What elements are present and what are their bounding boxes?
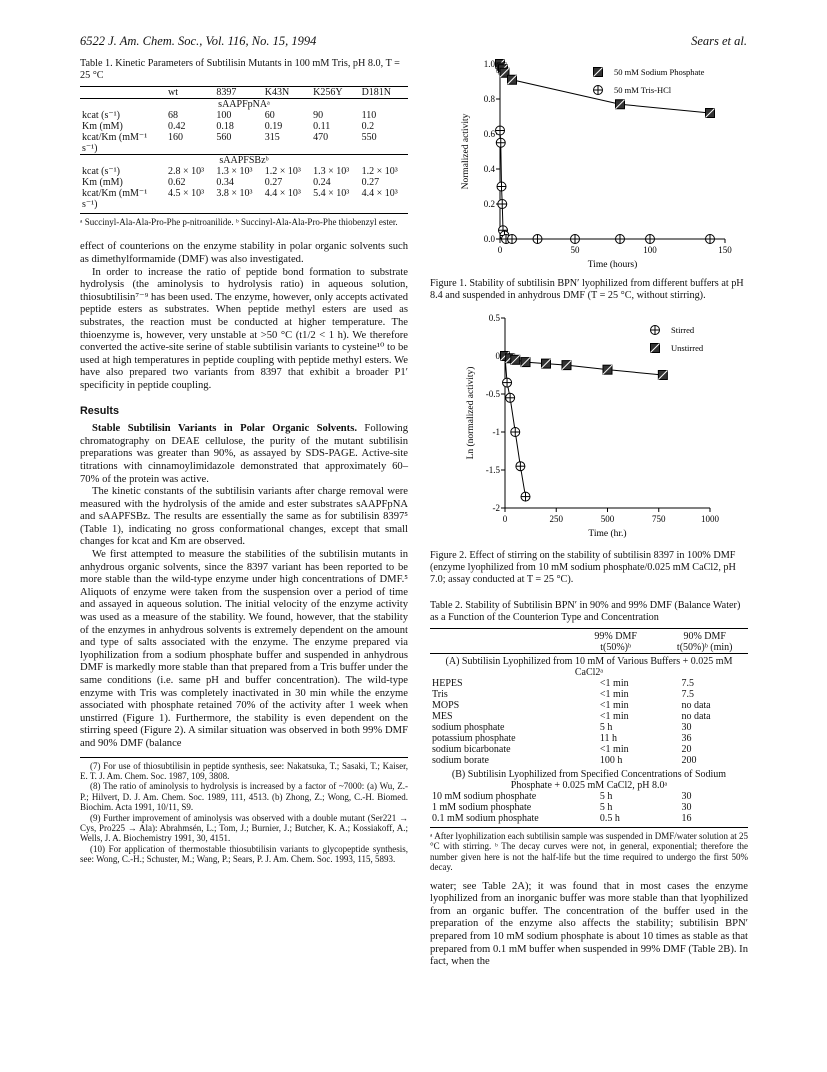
data-point [646, 235, 655, 244]
table-cell: 0.24 [313, 177, 331, 188]
table-row [430, 678, 748, 689]
table-cell: 4.4 × 10³ [264, 188, 301, 199]
table-cell: 550 [361, 132, 377, 143]
legend-marker [651, 344, 660, 353]
table-row [430, 711, 748, 722]
x-tick-label: 100 [643, 245, 657, 255]
table-cell: potassium phosphate [432, 733, 516, 744]
y-tick-label: 0.5 [488, 313, 500, 323]
data-point [508, 75, 517, 84]
x-tick-label: 0 [497, 245, 503, 255]
row-label [80, 87, 166, 99]
table-cell: 0.18 [216, 121, 234, 132]
table-cell: <1 min [599, 678, 629, 689]
row-label: kcat/Km (mM⁻¹ s⁻¹) [82, 132, 148, 154]
table-row [430, 791, 748, 802]
table-cell: 5 h [599, 802, 613, 813]
table-row [80, 110, 408, 121]
table-cell: 7.5 [681, 689, 694, 700]
y-tick-label: -2 [492, 503, 500, 513]
table-row [430, 802, 748, 813]
table-cell: no data [681, 711, 711, 722]
row-label: kcat (s⁻¹) [82, 166, 120, 177]
row-label: Km (mM) [82, 121, 123, 132]
x-tick-label: 0 [502, 514, 508, 524]
table-cell: <1 min [599, 744, 629, 755]
legend-label: 50 mM Sodium Phosphate [614, 67, 705, 77]
table-row [430, 722, 748, 733]
figure1-caption: Figure 1. Stability of subtilisin BPN′ lyophilized from different buffers at pH 8.4 and suspended in anhydrous DMF (T = 25 °C, without stirring). [430, 278, 744, 301]
table-cell: 200 [681, 755, 697, 766]
data-point [496, 126, 505, 135]
table-cell: 1.2 × 10³ [361, 166, 398, 177]
y-tick-label: 0.0 [483, 234, 495, 244]
table-cell: MOPS [432, 700, 460, 711]
data-point [658, 371, 667, 380]
table1-caption: Table 1. Kinetic Parameters of Subtilisin Mutants in 100 mM Tris, pH 8.0, T = 25 °C [80, 58, 400, 81]
y-axis-label: Normalized activity [461, 113, 471, 190]
author-running-title: Sears et al. [691, 34, 747, 48]
data-point [603, 365, 612, 374]
table1-subheader: sAAPFSBzᵇ [219, 155, 269, 166]
data-point [571, 235, 580, 244]
legend-marker [594, 86, 603, 95]
row-label: kcat/Km (mM⁻¹ s⁻¹) [82, 188, 148, 210]
table-cell: sodium phosphate [432, 722, 505, 733]
y-tick-label: -1.5 [485, 465, 500, 475]
table-cell: 1 mM sodium phosphate [432, 802, 532, 813]
table-cell: 30 [681, 791, 692, 802]
table1 [80, 86, 408, 210]
y-tick-label: 1.0 [483, 59, 495, 69]
legend-label: Stirred [671, 325, 695, 335]
table-cell: 0.1 mM sodium phosphate [432, 813, 539, 824]
table-row [430, 700, 748, 711]
x-tick-label: 150 [718, 245, 732, 255]
table-cell: HEPES [432, 678, 463, 689]
table-cell: no data [681, 700, 711, 711]
table-row [80, 188, 408, 210]
table-cell: 5 h [599, 791, 613, 802]
table-cell: 11 h [599, 733, 618, 744]
row-label: Km (mM) [82, 177, 123, 188]
footnote: (10) For application of thermostable thiosubtilisin variants to glycopeptide synthesis, see: Wong, C.-H.; Schuster, M.; Wang, P.; Sears, P. J. Am. Chem. Soc. 1993, 115, 5893. [80, 843, 408, 865]
footnote: (8) The ratio of aminolysis to hydrolysis is increased by a factor of ~7000: (a) Wu, Z.-P.; Hilvert, D. J. Am. Chem. Soc. 1989, 111, 4513. (b) Zhong, Z.; Wong, C.-H. Biomed. Biochim. Acta 1991, 10/11, S9. [80, 781, 408, 813]
paragraph-text: Following chromatography on DEAE cellulose, the purity of the mutant subtilisin preparations was greater than 90%, as assayed by SDS-PAGE. Active-site titrations with cinnamoylimidazole demonstrated that approximately 60–70% of the protein was active. [80, 423, 408, 485]
table-row [430, 689, 748, 700]
table-cell: 1.3 × 10³ [216, 166, 253, 177]
table-cell: sodium bicarbonate [432, 744, 511, 755]
table-cell: 0.62 [168, 177, 186, 188]
table-cell: 4.5 × 10³ [168, 188, 205, 199]
table-cell: <1 min [599, 700, 629, 711]
table-row [430, 733, 748, 744]
x-tick-label: 750 [652, 514, 666, 524]
table-cell: 0.2 [361, 121, 375, 132]
table-cell: <1 min [599, 711, 629, 722]
table-cell: 68 [168, 110, 178, 121]
table-cell: 0.27 [264, 177, 283, 188]
table2-section-b: (B) Subtilisin Lyophilized from Specified Concentrations of Sodium Phosphate + 0.025 mM CaCl2, pH 8.0ᵃ [451, 769, 727, 791]
data-point [511, 355, 520, 364]
legend-marker [651, 326, 660, 335]
table-cell: wt [168, 87, 178, 98]
table-cell: sodium borate [432, 755, 489, 766]
x-tick-label: 250 [549, 514, 563, 524]
table-cell: D181N [361, 87, 392, 98]
table-cell: 0.19 [264, 121, 283, 132]
table2 [430, 628, 748, 824]
x-tick-label: 1000 [701, 514, 719, 524]
table2-footnote: ᵃ After lyophilization each subtilisin sample was suspended in DMF/water solution at 25 °C with stirring. ᵇ The decay curves were not, in general, exponential; therefore the number given here is not the half-life but the time required to undergo the first 50% decay. [430, 827, 748, 873]
paragraph: The kinetic constants of the subtilisin variants after charge removal were measured with the hydrolysis of the amide and ester substrates sAAPFpNA and sAAPFSBz. The results are essentially the same as for subtilisin 8397⁵ (Table 1), indicating no gross conformational changes, except that small changes for kcat and Km are observed. [80, 486, 408, 548]
x-tick-label: 500 [600, 514, 615, 524]
table-cell: 10 mM sodium phosphate [432, 791, 537, 802]
y-tick-label: 0.6 [483, 129, 495, 139]
table2-caption: Table 2. Stability of Subtilisin BPN′ in 90% and 99% DMF (Balance Water) as a Function of the Counterion Type and Concentration [430, 600, 741, 623]
data-point [616, 235, 625, 244]
table-cell: 100 h [599, 755, 623, 766]
paragraph [80, 423, 408, 486]
table-cell: 315 [264, 132, 280, 143]
table-row [80, 177, 408, 188]
footnote: (9) Further improvement of aminolysis was observed with a double mutant (Ser221 → Cys, Pro225 → Ala): Abrahmsén, L.; Tom, J.; Burnier, J.; Butcher, K. A.; Kossiakoff, A.; Wells, J. A. Biochemistry 1991, 30, 4151. [80, 812, 408, 844]
subsection-heading: Stable Subtilisin Variants in Polar Organic Solvents. [92, 423, 357, 435]
journal-citation: 6522 J. Am. Chem. Soc., Vol. 116, No. 15, 1994 [80, 34, 317, 48]
table-cell: K43N [264, 87, 290, 98]
right-column-lower [430, 600, 748, 969]
figure2 [430, 308, 748, 548]
table-row [80, 121, 408, 132]
legend-label: 50 mM Tris-HCl [614, 85, 672, 95]
y-tick-label: -1 [492, 427, 500, 437]
table-row [80, 166, 408, 177]
row-label: kcat (s⁻¹) [82, 110, 120, 121]
table1-header-row [80, 87, 408, 99]
data-point [706, 235, 715, 244]
data-point [511, 428, 520, 437]
y-tick-label: 0.2 [483, 199, 495, 209]
table1-footnote: ᵃ Succinyl-Ala-Ala-Pro-Phe p-nitroanilide. ᵇ Succinyl-Ala-Ala-Pro-Phe thiobenzyl ester. [80, 213, 408, 227]
data-point [521, 358, 530, 367]
x-axis-label: Time (hr.) [588, 529, 627, 539]
table-row [80, 132, 408, 155]
data-point [506, 393, 515, 402]
table-row [430, 755, 748, 766]
data-point [508, 235, 517, 244]
footnote: (7) For use of thiosubtilisin in peptide synthesis, see: Nakatsuka, T.; Sasaki, T.; Kaiser, E. T. J. Am. Chem. Soc. 1987, 109, 3808. [80, 760, 408, 781]
table-cell: 60 [264, 110, 275, 121]
data-point [562, 361, 571, 370]
table2-col1-header: 99% DMF t(50%)ᵇ [594, 631, 637, 653]
legend-marker [594, 68, 603, 77]
table-cell: <1 min [599, 689, 629, 700]
table-row [430, 744, 748, 755]
table-cell: 7.5 [681, 678, 694, 689]
x-axis-label: Time (hours) [587, 260, 638, 270]
legend-label: Unstirred [671, 343, 704, 353]
table-cell: 0.42 [168, 121, 186, 132]
table-cell: 0.34 [216, 177, 234, 188]
table-cell: 1.3 × 10³ [313, 166, 350, 177]
data-point [533, 235, 542, 244]
left-column [80, 58, 408, 865]
table-cell: 0.5 h [599, 813, 620, 824]
data-point [706, 109, 715, 118]
data-point [497, 182, 506, 191]
figure2-caption: Figure 2. Effect of stirring on the stability of subtilisin 8397 in 100% DMF (enzyme lyophilized from 10 mM sodium phosphate/0.025 mM CaCl2, pH 7.0; assay conducted at T = 25 °C). [430, 550, 736, 585]
table-cell: 30 [681, 722, 692, 733]
data-point [616, 100, 625, 109]
figure2-chart [430, 308, 748, 548]
table-cell: 160 [168, 132, 183, 143]
figure1-chart [430, 56, 748, 271]
table-cell: 8397 [216, 87, 237, 98]
y-tick-label: 0.8 [483, 94, 495, 104]
table-cell: MES [432, 711, 453, 722]
table-cell: 100 [216, 110, 232, 121]
data-point [521, 492, 530, 501]
table-cell: 0.11 [313, 121, 331, 132]
table-cell: 5.4 × 10³ [313, 188, 350, 199]
table-cell: 90 [313, 110, 324, 121]
table-cell: 0.27 [361, 177, 380, 188]
data-point [503, 378, 512, 387]
paragraph: We first attempted to measure the stabilities of the subtilisin mutants in anhydrous organic solvents, since the 8397 variant has been reported to be more stable than the wild-type enzyme under high concentrations of DMF.⁵ Aliquots of enzyme were taken from the suspension over a period of time and assayed in aqueous solution. The initial velocity of the enzyme activity was used as a measure of the stability. We found, however, that the stability of the enzymes in anhydrous solvents is extremely dependent on the amount and type of salts associated with the enzyme. The enzyme prepared via lyophilization from a sodium phosphate buffer and suspended in anhydrous DMF is markedly more stable than that prepared from a Tris buffer under the same conditions (i.e. same pH and buffer concentration). The wild-type enzyme with Tris was completely inactivated in 30 min while the enzyme associated with phosphate retained 70% of the activity after 1 week when unstirred (Figure 1). Furthermore, the stability is even dependent on the stirring speed (Figure 2). A similar situation was observed in both 99% DMF and 90% DMF (balance [80, 549, 408, 749]
table1-subheader: sAAPFpNAᵃ [218, 99, 270, 110]
footnotes [80, 757, 408, 865]
y-axis-label: Ln (normalized activity) [466, 366, 476, 460]
table-cell: 1.2 × 10³ [264, 166, 301, 177]
table-cell: 4.4 × 10³ [361, 188, 398, 199]
paragraph: In order to increase the ratio of peptide bond formation to substrate hydrolysis (the aminolysis to hydrolysis ratio) in aqueous solution, thiosubtilisin⁷⁻⁹ has been used. The enzyme, however, only accepts activated peptide esters as substrates. When peptide methyl esters are used as substrates, the reaction must be conducted at higher temperature. The thioenzyme is, however, very unstable at >50 °C (t1/2 < 1 h). We therefore converted the active-site serine of stable subtilisin variants to cysteine¹⁰ to be used at high temperatures in peptide coupling with peptide methyl esters. We have also prepared two variants from 8397 that exhibit a broader P1′ specificity in peptide coupling. [80, 266, 408, 391]
table-cell: 5 h [599, 722, 613, 733]
table-cell: K256Y [313, 87, 343, 98]
data-point [542, 359, 551, 368]
series-line [505, 356, 526, 497]
data-point [516, 462, 525, 471]
table-cell: 560 [216, 132, 232, 143]
y-tick-label: 0.4 [483, 164, 495, 174]
table-cell: 3.8 × 10³ [216, 188, 253, 199]
series-line [500, 131, 710, 240]
y-tick-label: -0.5 [485, 389, 500, 399]
table-cell: 470 [313, 132, 329, 143]
table-cell: 16 [681, 813, 692, 824]
y-tick-label: 0 [495, 351, 500, 361]
section-heading: Results [80, 404, 120, 417]
table-cell: 20 [681, 744, 692, 755]
table-row [430, 813, 748, 824]
figure1 [430, 56, 748, 271]
table2-col2-header: 90% DMF t(50%)ᵇ (min) [676, 631, 733, 653]
table2-section-a: (A) Subtilisin Lyophilized from 10 mM of Various Buffers + 0.025 mM CaCl2ᵃ [445, 656, 733, 678]
paragraph: water; see Table 2A); it was found that in most cases the enzyme lyophilized from an inorganic buffer was more stable than that lyophilized from an organic buffer. The concentration of the buffer used in the preparation of the enzyme also affects the stability; subtilisin BPN′ prepared from 10 mM sodium phosphate is about 10 times as stable as that prepared from 0.1 mM buffer when suspended in 99% DMF (Table 2B). In fact, when the [430, 880, 748, 968]
table-cell: 110 [361, 110, 377, 121]
table-cell: Tris [432, 689, 448, 700]
table-cell: 30 [681, 802, 692, 813]
data-point [498, 200, 507, 209]
table-cell: 36 [681, 733, 692, 744]
paragraph: effect of counterions on the enzyme stability in polar organic solvents such as dimethylformamide (DMF) was also investigated. [80, 241, 408, 265]
x-tick-label: 50 [570, 245, 580, 255]
data-point [496, 138, 505, 147]
table-cell: 2.8 × 10³ [168, 166, 205, 177]
